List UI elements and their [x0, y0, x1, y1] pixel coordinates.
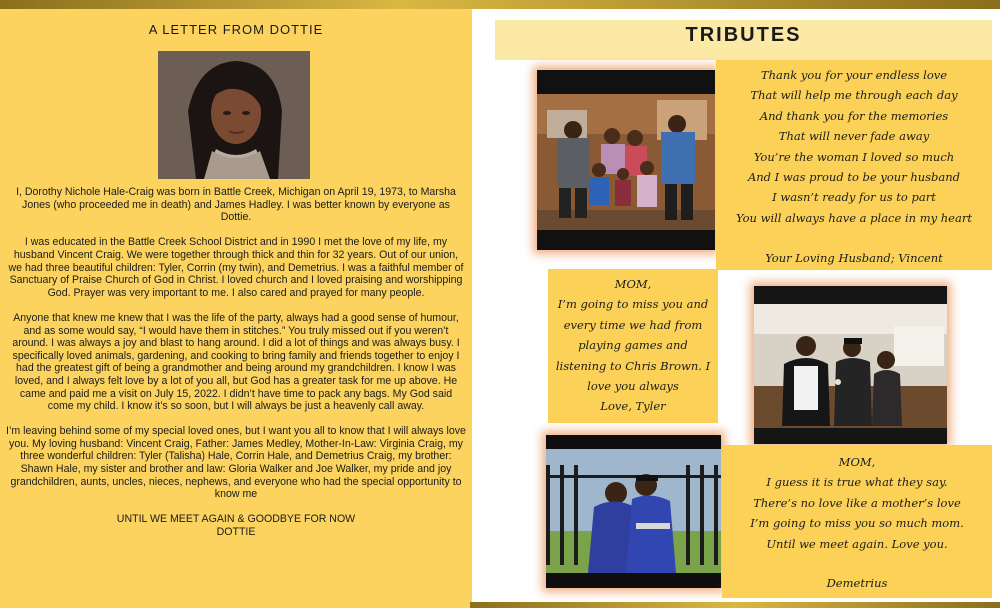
husband-line: Thank you for your endless love — [760, 68, 948, 82]
portrait-photo — [158, 51, 310, 179]
husband-line: You’re the woman I loved so much — [753, 149, 955, 164]
husband-tribute-text — [716, 60, 992, 269]
letter-title: A LETTER FROM DOTTIE — [148, 22, 324, 37]
tyler-line: playing games and — [578, 338, 688, 353]
tyler-tribute-card — [548, 269, 718, 423]
demetrius-tribute-card — [722, 445, 992, 598]
demetrius-line: I’m going to miss you so much mom. — [750, 516, 964, 531]
demetrius-line: MOM, — [838, 455, 876, 469]
family-photo — [537, 70, 715, 250]
tyler-line: Love, Tyler — [600, 399, 666, 414]
demetrius-line: I guess it is true what they say. — [766, 475, 948, 490]
husband-line: And thank you for the memories — [759, 108, 949, 123]
husband-line: And I was proud to be your husband — [747, 170, 961, 185]
tyler-tribute-text — [548, 269, 718, 417]
husband-line: I wasn’t ready for us to part — [772, 190, 936, 205]
husband-tribute-card — [716, 60, 992, 270]
tyler-line: I’m going to miss you and — [557, 297, 709, 312]
letter-closing: UNTIL WE MEET AGAIN & GOODBYE FOR NOW — [116, 513, 356, 526]
husband-signature: Your Loving Husband; Vincent — [765, 251, 943, 266]
group-photo — [754, 286, 947, 444]
husband-line: That will help me through each day — [750, 88, 958, 103]
letter-paragraph-4: I’m leaving behind some of my special loved ones, but I want you all to know that I will always love you. My loving husband: Vincent Craig, Father: James Medley, Mother-In-Law: Virginia Craig, my three wonderful children: Tyler (Talisha) Hale, Corrin Hale, and Demetrius Craig, my brother: Shawn Hale, my sister and brother and law: Gloria Walker and Joe Walker, my pride and joy grandchildren, aunts, uncles, nieces, nephews, and everyone who had the special opportunity to know me — [6, 425, 466, 501]
demetrius-line: There’s no love like a mother’s love — [753, 495, 961, 510]
husband-line: That will never fade away — [778, 129, 930, 144]
demetrius-tribute-text — [722, 445, 992, 593]
tyler-line: love you always — [587, 379, 679, 394]
tyler-line: listening to Chris Brown. I — [555, 358, 711, 373]
letter-body — [6, 186, 466, 539]
letter-paragraph-2: I was educated in the Battle Creek School District and in 1990 I met the love of my life, my husband Vincent Craig. We were together through thick and thin for 32 years. Out of our union, we had three beautiful children: Tyler, Corrin (my twin), and Demetrius. I was a faithful member of Sanctuary of Praise Church of God in Christ. I loved church and I loved praising and worshipping God. Prayer was very important to me. I also cared and prayed for many people. — [8, 236, 464, 299]
tributes-title: TRIBUTES — [685, 24, 802, 46]
tyler-line: MOM, — [614, 277, 652, 291]
embrace-photo — [546, 435, 721, 588]
letter-paragraph-3: Anyone that knew me knew that I was the life of the party, always had a good sense of humour, and as some would say, “I would have them in stitches.” You truly missed out if you weren’t around. I was always a joy and blast to hang around. I did a lot of things and was always busy. I specifically loved animals, gardening, and cooking to bring family and friends together to enjoy I had the greatest gift of being a grandmother and being around my grandchildren. I know I was loved, and I always felt love by a lot of you all, but God has a greater task for me up above. He came and paid me a visit on July 15, 2022. I didn’t have time to pack any bags. My God said come my child. I know it’s so soon, but I will always be just a heavenly call away. — [12, 311, 460, 413]
demetrius-signature: Demetrius — [826, 576, 888, 591]
tyler-line: every time we had from — [563, 317, 703, 332]
letter-paragraph-1: I, Dorothy Nichole Hale-Craig was born in Battle Creek, Michigan on April 19, 1973, to Marsha Jones (who proceeded me in death) and James Hadley. I was better known by everyone as Dottie. — [16, 186, 456, 224]
demetrius-line: Until we meet again. Love you. — [766, 536, 948, 551]
bottom-gold-border — [470, 602, 1000, 608]
top-gold-border — [0, 0, 1000, 9]
husband-line: You will always have a place in my heart — [736, 210, 972, 225]
letter-signature: DOTTIE — [216, 526, 256, 539]
